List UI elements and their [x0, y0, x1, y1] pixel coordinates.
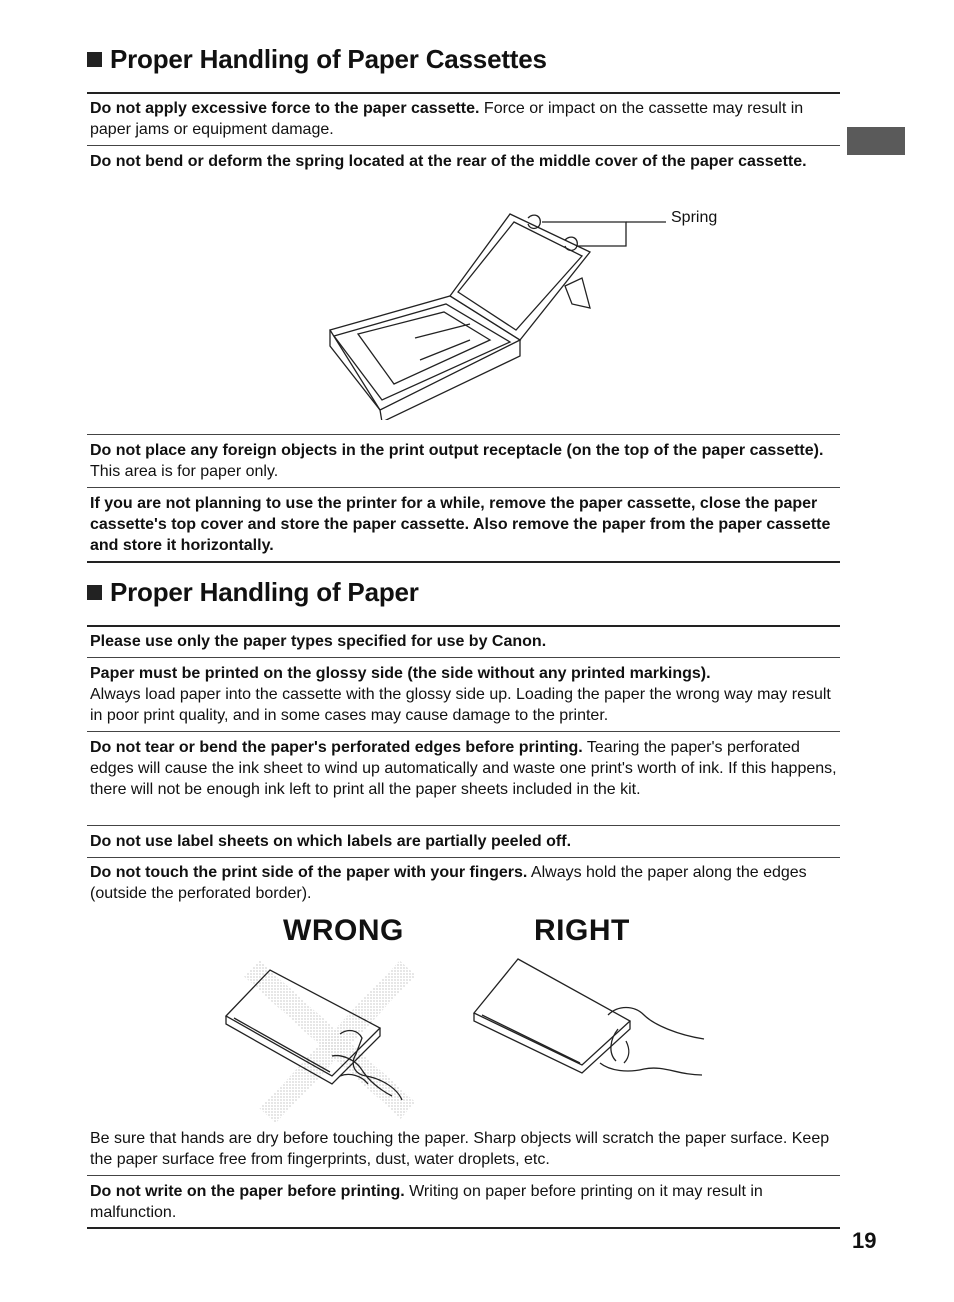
section-tab-marker — [847, 127, 905, 155]
divider — [87, 731, 840, 732]
divider — [87, 1227, 840, 1229]
paper-item-4: Do not use label sheets on which labels are partially peeled off. — [90, 833, 572, 850]
paper-item-3: Do not tear or bend the paper's perforated edges before printing. Tearing the paper's perforated edges will cause the ink sheet to wind up automatically and waste one print's worth of ink. If this happens, there will not be enough ink left to print all the paper sheets included in the kit. — [90, 739, 837, 798]
section-title-paper: Proper Handling of Paper — [87, 577, 419, 608]
cassette-item-1: Do not apply excessive force to the paper cassette. Force or impact on the cassette may result in paper jams or equipment damage. — [90, 100, 804, 138]
cassette-item-4: If you are not planning to use the printer for a while, remove the paper cassette, close the paper cassette's top cover and store the paper cassette. Also remove the paper from the paper cassette and store it horizontally. — [90, 495, 831, 554]
square-bullet-icon — [87, 585, 102, 600]
divider — [87, 825, 840, 826]
paper-item-5: Do not touch the print side of the paper with your fingers. Always hold the paper along the edges (outside the perforated border). — [90, 864, 807, 902]
divider — [87, 487, 840, 488]
cassette-item-2: Do not bend or deform the spring located at the rear of the middle cover of the paper cassette. — [90, 153, 807, 170]
right-label: RIGHT — [534, 914, 630, 947]
divider — [87, 92, 840, 94]
paper-item-2: Paper must be printed on the glossy side (the side without any printed markings). Always load paper into the cassette with the glossy side up. Loading the paper the wrong way may result in poor print quality, and in some cases may cause damage to the printer. — [90, 665, 831, 724]
divider — [87, 561, 840, 563]
divider — [87, 625, 840, 627]
wrong-label: WRONG — [283, 914, 404, 947]
divider — [87, 145, 840, 146]
spring-label: Spring — [671, 209, 718, 226]
divider — [87, 434, 840, 435]
divider — [87, 657, 840, 658]
paper-item-last: Do not write on the paper before printing. Writing on paper before printing on it may result in malfunction. — [90, 1183, 763, 1221]
divider — [87, 1175, 840, 1176]
divider — [87, 857, 840, 858]
paper-item-1: Please use only the paper types specified for use by Canon. — [90, 633, 547, 650]
cassette-item-3: Do not place any foreign objects in the print output receptacle (on the top of the paper cassette). This area is for paper only. — [90, 442, 824, 480]
wrong-handling-illustration — [220, 958, 430, 1123]
after-figure-note: Be sure that hands are dry before touching the paper. Sharp objects will scratch the paper surface. Keep the paper surface free from fingerprints, dust, water droplets, etc. — [90, 1130, 830, 1168]
page-number: 19 — [852, 1228, 877, 1253]
section-title-paper-cassettes: Proper Handling of Paper Cassettes — [87, 44, 547, 75]
square-bullet-icon — [87, 52, 102, 67]
paper-cassette-illustration — [320, 200, 740, 420]
right-handling-illustration — [470, 955, 710, 1085]
